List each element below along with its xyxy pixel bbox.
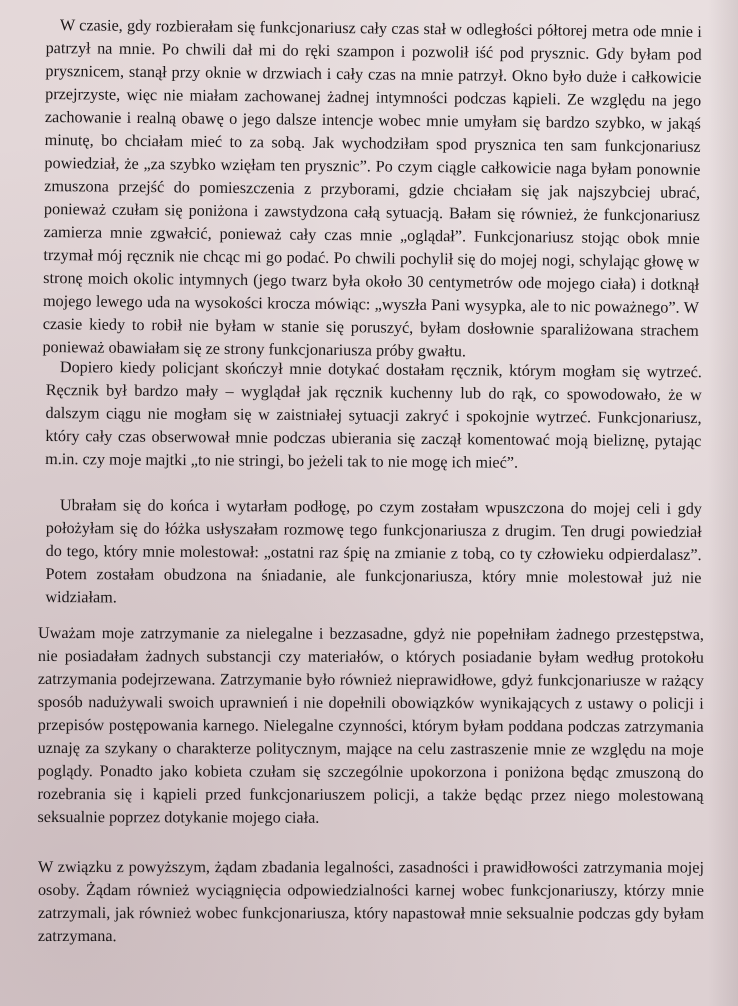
paragraph-3: Ubrałam się do końca i wytarłam podłogę, po czym zostałam wpuszczona do mojej celi i gdy położyłam się do łóżka usłyszałam rozmowę tego funkcjonariusza z drugim. Ten drugi powiedział do tego, który mnie molestował: „ostatni raz śpię na zmianie z tobą, co ty człowieku odpierdalasz”. Potem zostałam obudzona na śniadanie, ale funkcjonariusza, który mnie molestował już nie widziałam. [45, 496, 702, 607]
paragraph-1: W czasie, gdy rozbierałam się funkcjonariusz cały czas stał w odległości półtorej metra ode mnie i patrzył na mnie. Po chwili dał mi do ręki szampon i pozwolił iść pod prysznic. Gdy byłam pod prysznicem, stanął przy oknie w drzwiach i cały czas na mnie patrzył. Okno było duże i całkowicie przejrzyste, więc nie miałam zachowanej żadnej intymności podczas kąpieli. Ze względu na jego zachowanie i realną obawę o jego dalsze intencje wobec mnie umyłam się bardzo szybko, w jakąś minutę, bo chciałam mieć to za sobą. Jak wychodziłam spod prysznica ten sam funkcjonariusz powiedział, że „za szybko wzięłam ten prysznic”. Po czym ciągle całkowicie naga byłam ponownie zmuszona przejść do pomieszczenia z przyborami, gdzie chciałam się jak najszybciej ubrać, ponieważ czułam się poniżona i zawstydzona całą sytuacją. Bałam się również, że funkcjonariusz zamierza mnie zgwałcić, ponieważ cały czas mnie „oglądał”. Funkcjonariusz stojąc obok mnie trzymał mój ręcznik nie chcąc mi go podać. Po chwili pochylił się do mojej nogi, schylając głowę w stronę moich okolic intymnych (jego twarz była około 30 centymetrów ode mojego ciała) i dotknął mojego lewego uda na wysokości krocza mówiąc: „wyszła Pani wysypka, ale to nic poważnego”. W czasie kiedy to robił nie byłam w stanie się poruszyć, byłam dosłownie sparaliżowana strachem ponieważ obawiałam się ze strony funkcjonariusza próby gwałtu. [42, 16, 702, 361]
paragraph-5: W związku z powyższym, żądam zbadania legalności, zasadności i prawidłowości zatrzymania mojej osoby. Żądam również wyciągnięcia odpowiedzialności karnej wobec funkcjonariuszy, którzy mnie zatrzymali, jak również wobec funkcjonariusza, który napastował mnie seksualnie podczas gdy byłam zatrzymana. [37, 858, 704, 946]
paragraph-4: Uważam moje zatrzymanie za nielegalne i bezzasadne, gdyż nie popełniłam żadnego przestępstwa, nie posiadałam żadnych substancji czy materiałów, o których posiadanie byłam według protokołu zatrzymania podejrzewana. Zatrzymanie było również nieprawidłowe, gdyż funkcjonariusze w rażący sposób nadużywali swoich uprawnień i nie dopełnili obowiązków wynikających z ustawy o policji i przepisów postępowania karnego. Nielegalne czynności, którym byłam poddana podczas zatrzymania uznaję za szykany o charakterze politycznym, mające na celu zastraszenie mnie ze względu na moje poglądy. Ponadto jako kobieta czułam się szczególnie upokorzona i poniżona będąc zmuszoną do rozebrania się i kąpieli przed funkcjonariuszem policji, a także będąc przez niego molestowaną seksualnie poprzez dotykanie mojego ciała. [37, 624, 704, 827]
page-edge-shadow [708, 0, 738, 1006]
paragraph-2: Dopiero kiedy policjant skończył mnie dotykać dostałam ręcznik, którym mogłam się wytrzeć. Ręcznik był bardzo mały – wyglądał jak ręcznik kuchenny lub do rąk, co spowodowało, że w dalszym ciągu nie mogłam się w zaistniałej sytuacji zakryć i spokojnie wytrzeć. Funkcjonariusz, który cały czas obserwował mnie podczas ubierania się zaczął komentować moją bieliznę, pytając m.in. czy moje majtki „to nie stringi, bo jeżeli tak to nie mogę ich mieć”. [45, 358, 702, 472]
